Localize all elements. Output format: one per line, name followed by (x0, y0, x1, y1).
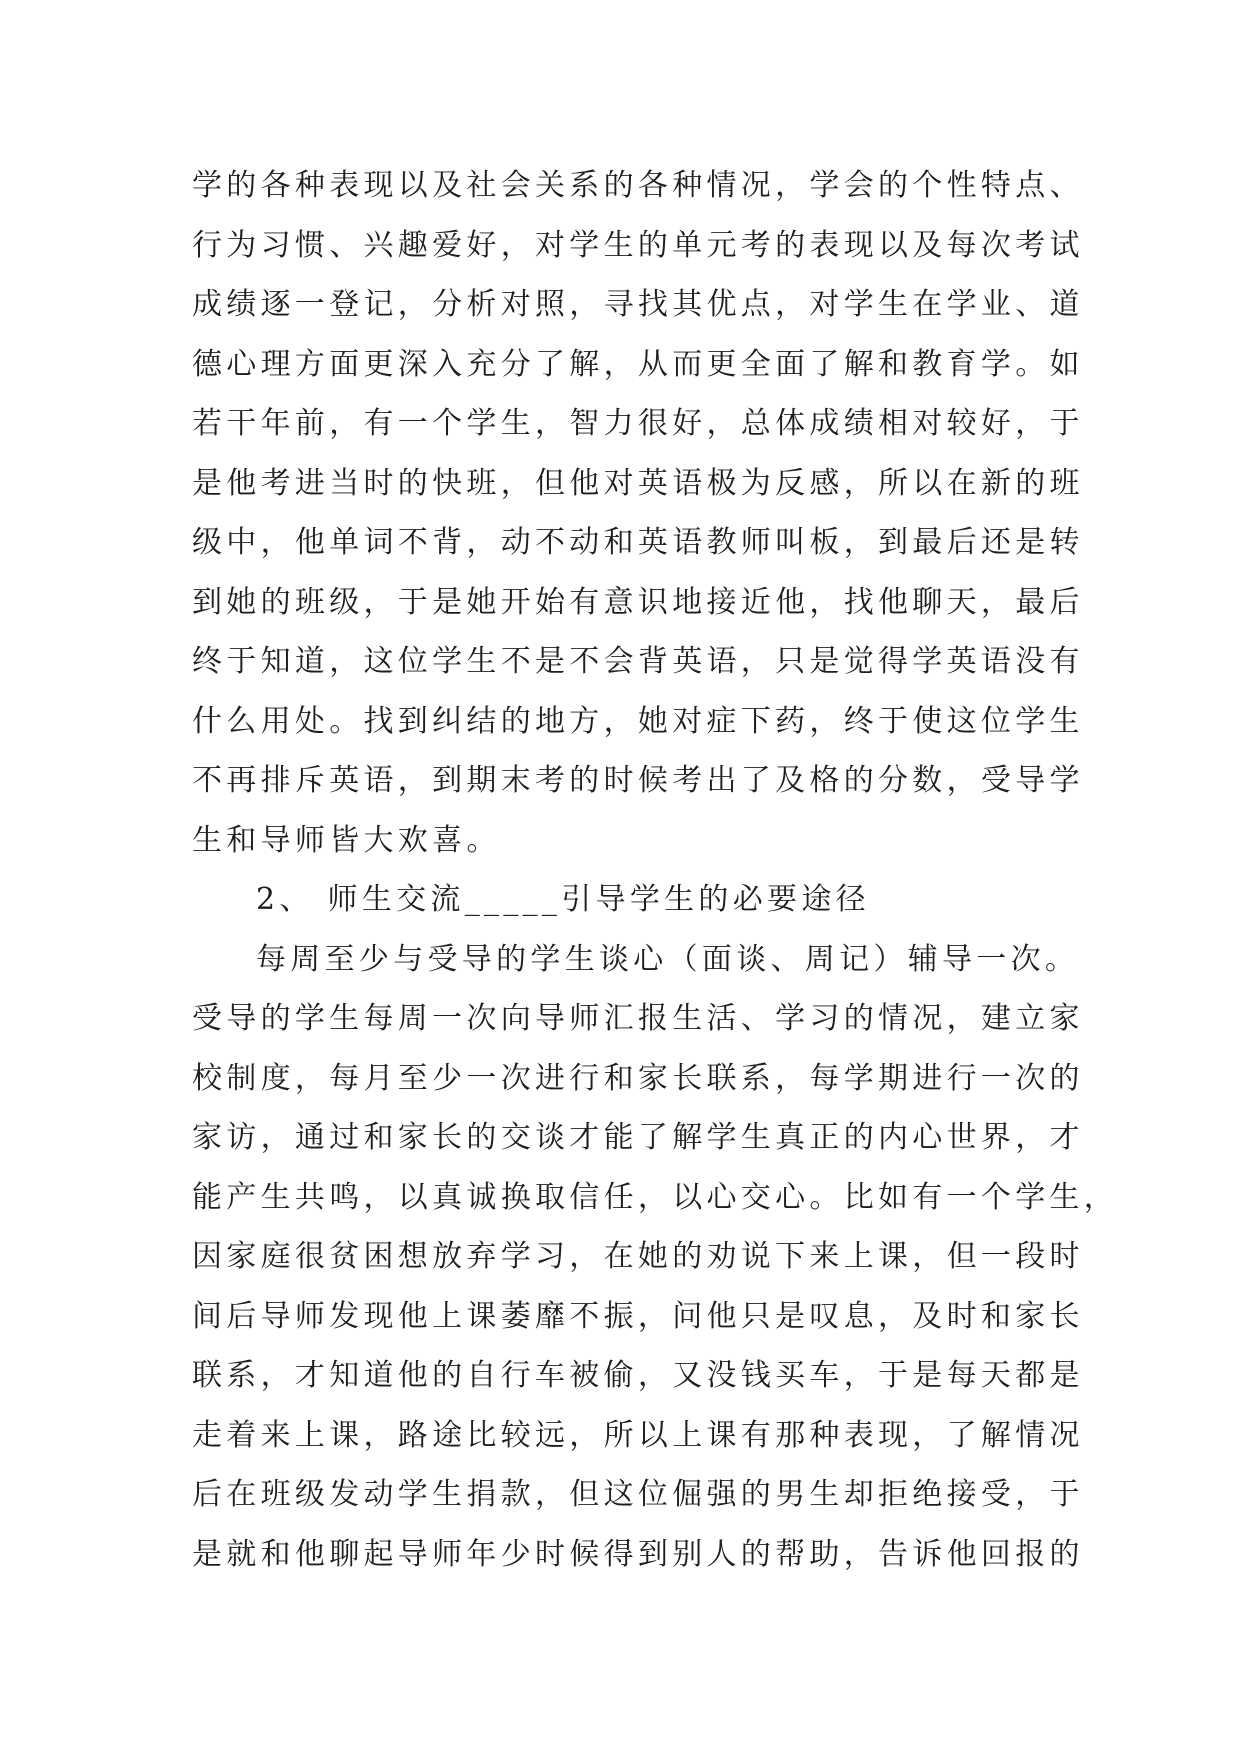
paragraph-line: 终于知道，这位学生不是不会背英语，只是觉得学英语没有 (192, 644, 1084, 679)
paragraph-line: 学的各种表现以及社会关系的各种情况，学会的个性特点、 (192, 168, 1084, 203)
document-body (192, 156, 1119, 1584)
paragraph-line: 德心理方面更深入充分了解，从而更全面了解和教育学。如 (192, 346, 1084, 382)
paragraph-line: 能产生共鸣，以真诚换取信任，以心交心。比如有一个学生， (192, 1179, 1119, 1215)
paragraph-line: 是就和他聊起导师年少时候得到别人的帮助，告诉他回报的 (192, 1536, 1084, 1572)
paragraph-line: 家访，通过和家长的交谈才能了解学生真正的内心世界，才 (192, 1120, 1084, 1155)
paragraph-line: 不再排斥英语，到期末考的时候考出了及格的分数，受导学 (192, 763, 1084, 798)
section-heading: 2、 师生交流_____引导学生的必要途径 (256, 882, 870, 917)
paragraph-line: 若干年前，有一个学生，智力很好，总体成绩相对较好，于 (192, 406, 1084, 441)
paragraph-line: 每周至少与受导的学生谈心（面谈、周记）辅导一次。 (256, 941, 1080, 977)
paragraph-line: 是他考进当时的快班，但他对英语极为反感，所以在新的班 (192, 465, 1084, 501)
paragraph-line: 成绩逐一登记，分析对照，寻找其优点，对学生在学业、道 (192, 287, 1084, 322)
paragraph-line: 什么用处。找到纠结的地方，她对症下药，终于使这位学生 (192, 703, 1084, 739)
paragraph-line: 走着来上课，路途比较远，所以上课有那种表现，了解情况 (192, 1417, 1084, 1453)
paragraph-line: 后在班级发动学生捐款，但这位倔强的男生却拒绝接受，于 (192, 1477, 1084, 1512)
paragraph-line: 生和导师皆大欢喜。 (192, 822, 501, 858)
paragraph-line: 到她的班级，于是她开始有意识地接近他，找他聊天，最后 (192, 584, 1084, 620)
paragraph-line: 校制度，每月至少一次进行和家长联系，每学期进行一次的 (192, 1060, 1084, 1096)
paragraph-line: 受导的学生每周一次向导师汇报生活、学习的情况，建立家 (192, 1001, 1084, 1036)
paragraph-line: 行为习惯、兴趣爱好，对学生的单元考的表现以及每次考试 (192, 227, 1084, 263)
paragraph-line: 间后导师发现他上课萎靡不振，问他只是叹息，及时和家长 (192, 1298, 1084, 1334)
paragraph-line: 因家庭很贫困想放弃学习，在她的劝说下来上课，但一段时 (192, 1239, 1084, 1274)
paragraph-line: 联系，才知道他的自行车被偷，又没钱买车，于是每天都是 (192, 1358, 1084, 1393)
paragraph-line: 级中，他单词不背，动不动和英语教师叫板，到最后还是转 (192, 525, 1084, 560)
